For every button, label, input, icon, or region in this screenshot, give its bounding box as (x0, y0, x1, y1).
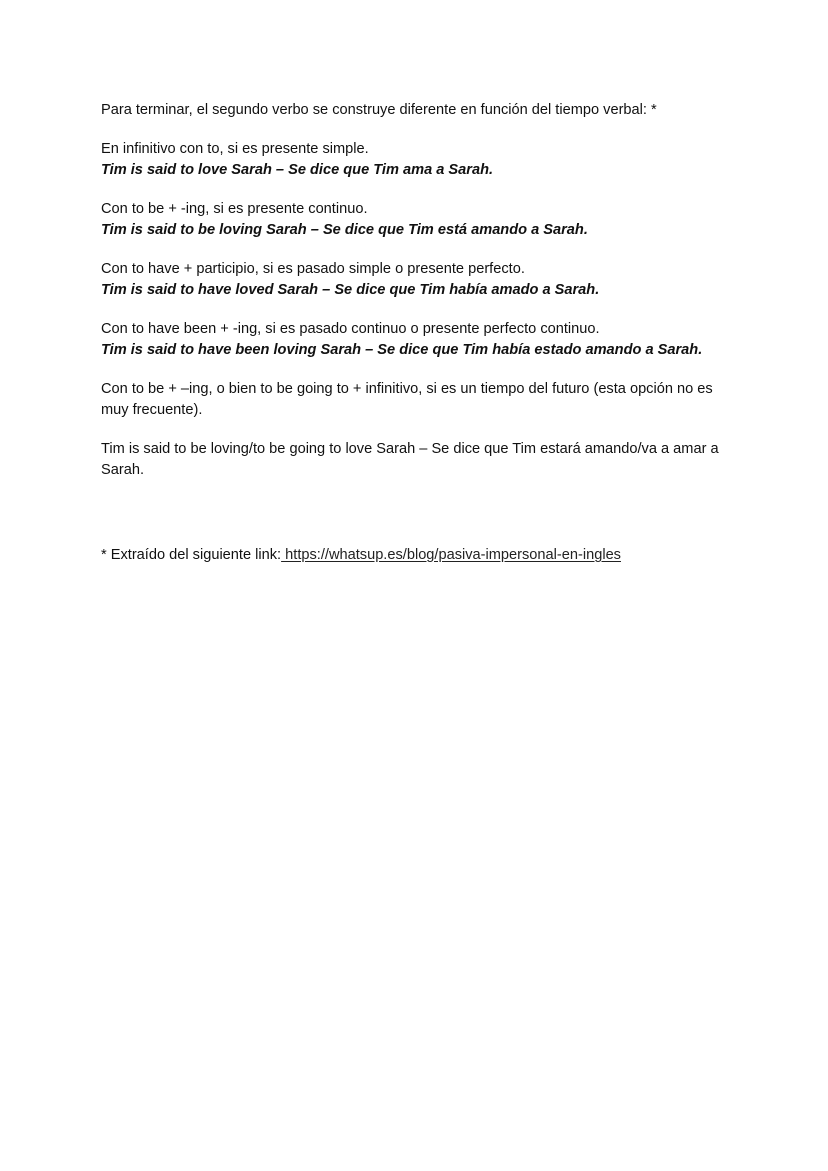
rule-block-past-continuous (101, 319, 731, 361)
rule-block-present-simple (101, 139, 731, 181)
future-rule-paragraph: Con to be + –ing, o bien to be going to + infinitivo, si es un tiempo del futuro (esta opción no es muy frecuente). (101, 381, 713, 418)
rule-example: Tim is said to love Sarah – Se dice que Tim ama a Sarah. (101, 162, 494, 178)
rule-block-present-continuous (101, 199, 731, 241)
rule-text: En infinitivo con to, si es presente simple. (101, 141, 369, 157)
section-spacer (101, 499, 731, 545)
rule-example: Tim is said to have been loving Sarah – Se dice que Tim había estado amando a Sarah. (101, 342, 703, 358)
footnote (101, 545, 731, 566)
rule-block-past-simple (101, 259, 731, 301)
rule-text: Con to be + -ing, si es presente continuo. (101, 201, 368, 217)
rule-text: Con to have been + -ing, si es pasado continuo o presente perfecto continuo. (101, 321, 600, 337)
rule-example: Tim is said to be loving Sarah – Se dice que Tim está amando a Sarah. (101, 222, 588, 238)
document-page (101, 100, 731, 584)
intro-paragraph: Para terminar, el segundo verbo se construye diferente en función del tiempo verbal: * (101, 102, 657, 118)
footnote-prefix: * Extraído del siguiente link: (101, 547, 282, 563)
source-link[interactable]: https://whatsup.es/blog/pasiva-impersonal-en-ingles (281, 547, 621, 563)
rule-example: Tim is said to have loved Sarah – Se dice que Tim había amado a Sarah. (101, 282, 600, 298)
future-example-paragraph: Tim is said to be loving/to be going to love Sarah – Se dice que Tim estará amando/va a amar a Sarah. (101, 441, 719, 478)
rule-text: Con to have + participio, si es pasado simple o presente perfecto. (101, 261, 525, 277)
